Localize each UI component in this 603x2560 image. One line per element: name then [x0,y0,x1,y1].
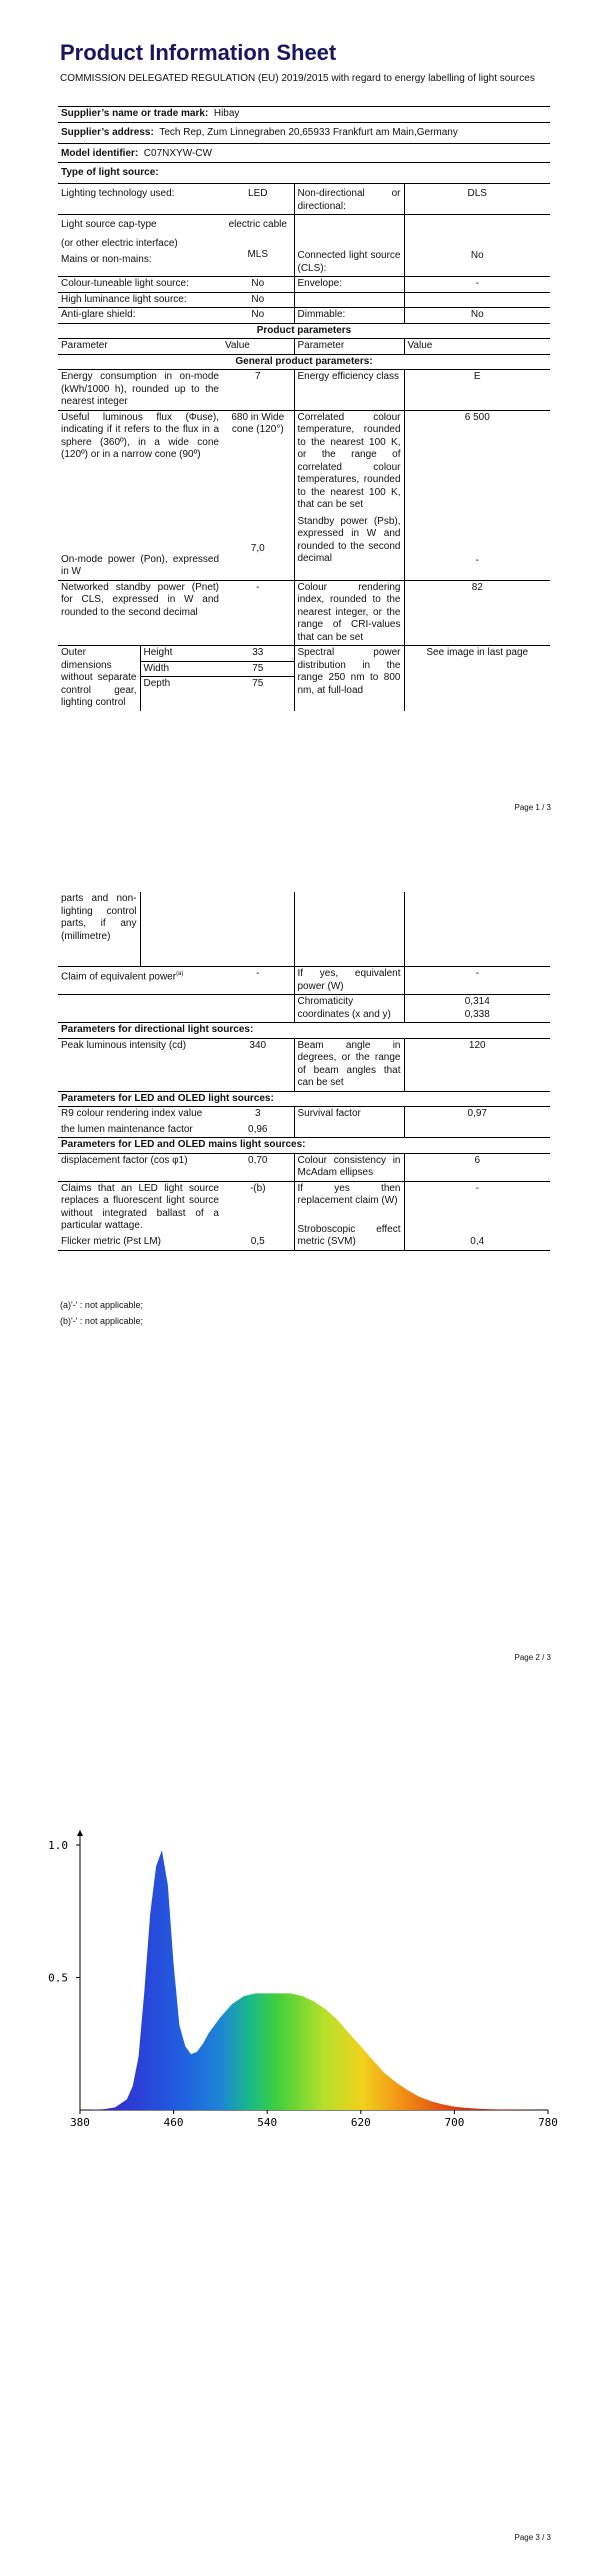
x-tick-label: 780 [538,2116,558,2129]
y-axis-arrow [77,1830,83,1836]
product-table-p1: Supplier’s name or trade mark: Hibay Supplier’s address: Tech Rep, Zum Linnegraben 20,65933 Frankfurt am Main,Germany Model identifier: C07NXYW-CW Type of light source: Lighting technology used: LED Non-directional or directional: DLS Light source cap-type (or other electric interface) Mains or non-mains: electric cable MLS Connected light source (CLS): No Colour-tuneable light source: No Envelope: - High luminance light source: No Anti-glare shield: No Dimmable: No Product parameters Parameter Value Parameter Value General product parameters: Energy consumption in on-mode (kWh/1000 h), rounded up to the nearest integer 7 Energy efficiency class E Useful luminous flux (Φuse), indicating if it refers to the flux in a sphere (360º), in a wide cone (120º) or in a narrow cone (90º) On-mode power (Pon), expressed in W 680 in Wide cone (120°) 7,0 Correlated colour temperature, rounded to the nearest 100 K, or the range of correlated colour temperatures, rounded to the nearest 100 K, that can be set Standby power (Psb), expressed in W and rounded to the second decimal 6 500 - Networked standby power (Pnet) for CLS, expressed in W and rounded to the second decimal - Colour rendering index, rounded to the nearest integer, or the range of CRI-values that can be set 82 Outer dimensions without separate control gear, lighting control Height Width Depth 33 75 75 Spectral power distribution in the range 250 nm to 800 nm, at full-load See image in last page [58,106,550,711]
supplier-value: Hibay [213,108,240,119]
model-value: C07NXYW-CW [143,148,212,159]
spectral-power-chart [0,1810,603,2210]
x-tick-label: 540 [257,2116,278,2129]
model-label: Model identifier: [61,148,139,159]
product-params-heading: Product parameters [256,324,352,336]
address-label: Supplier’s address: [61,126,154,138]
page-number-3: Page 3 / 3 [514,2533,551,2542]
x-tick-label: 700 [444,2116,465,2129]
page-3 [0,1760,603,2560]
page-2 [0,880,603,1680]
led-mains-heading: Parameters for LED and OLED mains light sources: [61,1139,306,1150]
general-params-heading: General product parameters: [235,355,373,367]
led-oled-heading: Parameters for LED and OLED light sources: [61,1092,274,1104]
page-1 [0,0,603,820]
y-tick-label: 1.0 [48,1839,68,1852]
supplier-label: Supplier’s name or trade mark: [61,108,209,119]
type-heading: Type of light source: [61,166,159,178]
page-number-1: Page 1 / 3 [514,803,551,812]
regulation-subtitle: COMMISSION DELEGATED REGULATION (EU) 2019/2015 with regard to energy labelling of light sources [60,73,535,84]
x-tick-label: 460 [163,2116,184,2129]
x-tick-label: 620 [350,2116,371,2129]
y-tick-label: 0.5 [48,1971,68,1985]
sheet-title: Product Information Sheet [60,40,337,65]
spectrum-area [80,1850,548,2110]
x-tick-label: 380 [70,2116,90,2129]
page-number-2: Page 2 / 3 [514,1653,551,1662]
address-value: Tech Rep, Zum Linnegraben 20,65933 Frankfurt am Main,Germany [159,126,458,138]
footnote-b: (b)'-' : not applicable; [60,1316,143,1326]
footnote-a: (a)'-' : not applicable; [60,1300,143,1310]
product-table-p2: parts and non-lighting control parts, if any (millimetre) Claim of equivalent power$^{(a)}$ - If yes, equivalent power (W) - Chromaticity coordinates (x and y) 0,314 0,338 Parameters for directional light sources: Peak luminous intensity (cd) 340 Beam angle in degrees, or the range of beam angles that can be set 120 Parameters for LED and OLED light sources: R9 colour rendering index value the lumen maintenance factor 3 0,96 Survival factor 0,97 Parameters for LED and OLED mains light sources: displacement factor (cos φ1) 0,70 Colour consistency in McAdam ellipses 6 Claims that an LED light source replaces a fluorescent light source without integrated ballast of a particular wattage. Flicker metric (Pst LM) -(b) 0,5 If yes then replacement claim (W) Stroboscopic effect metric (SVM) - 0,4 [58,892,550,1251]
directional-heading: Parameters for directional light sources: [61,1024,254,1035]
